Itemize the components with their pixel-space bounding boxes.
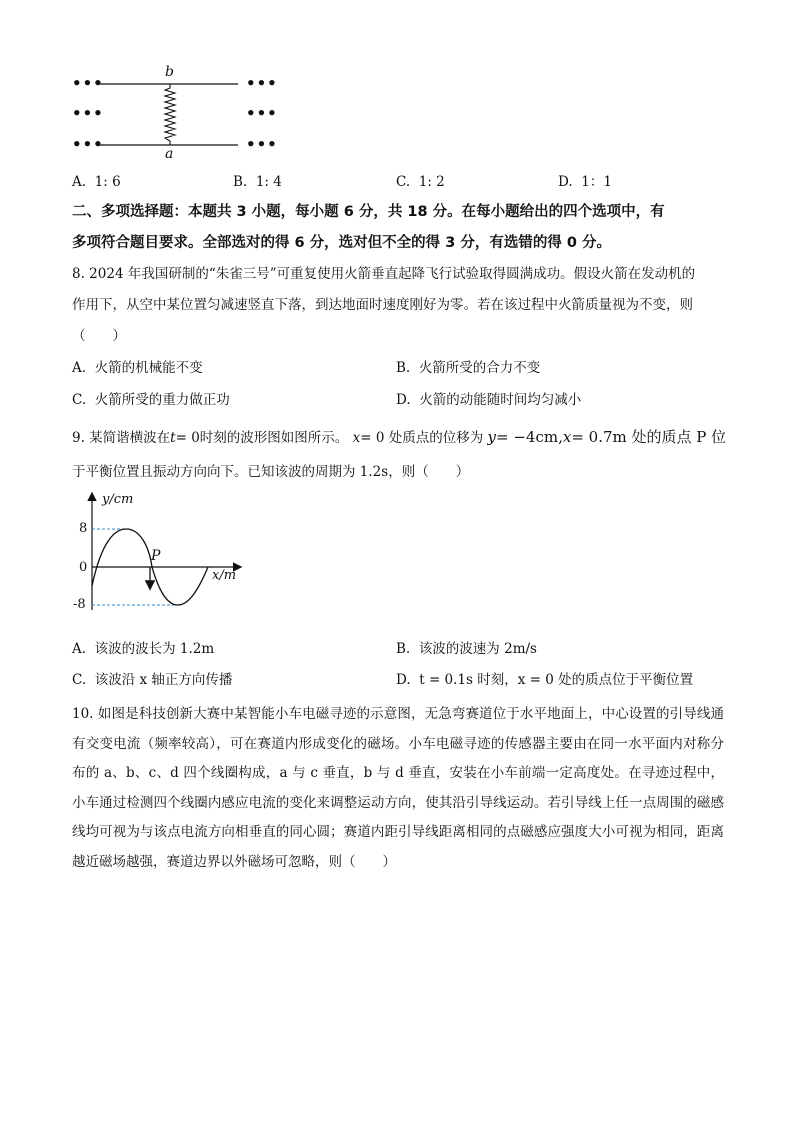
dots-left-1: ••• [72, 74, 104, 92]
q8-option-b[interactable] [396, 358, 540, 378]
q9-l1-part-d: = −4cm, [496, 428, 563, 446]
dots-right-3: ••• [246, 135, 278, 153]
option-label: B. [396, 360, 411, 376]
option-text: 1: 4 [255, 174, 282, 190]
q9-l1-part-e: = 0.7m 处的质点 P 位 [571, 428, 727, 446]
spring-coil [165, 84, 175, 145]
point-label-p: P [151, 548, 161, 564]
q7-option-a[interactable] [72, 172, 121, 192]
q9-l1-part-b: = 0时刻的波形图如图所示。 [175, 430, 349, 446]
tick-label-top: 8 [79, 521, 88, 536]
option-text: 该波的波速为 2m/s [418, 641, 537, 657]
section2-line1: 二、多项选择题：本题共 3 小题，每小题 6 分，共 18 分。在每小题给出的四个选项中，有 [72, 204, 665, 220]
var-x2: x [562, 428, 572, 446]
label-b: b [165, 64, 174, 80]
q9-option-c[interactable] [72, 670, 232, 690]
q8-line3: （ ） [72, 328, 126, 344]
option-text: 1：1 [581, 174, 612, 190]
option-label: C. [396, 174, 411, 190]
q8-option-a[interactable] [72, 358, 203, 378]
option-label: D. [558, 174, 573, 190]
option-label: B. [396, 641, 411, 657]
var-t: t [170, 430, 176, 446]
q10-text: 10. 如图是科技创新大赛中某智能小车电磁寻迹的示意图，无急弯赛道位于水平地面上，中心设置的引导线通有交变电流（频率较高），可在赛道内形成变化的磁场。小车电磁寻迹的传感器主要由在同一水平面内对称分布的 a、b、c、d 四个线圈构成，a 与 c 垂直，b 与 d 垂直，安装在小车前端一定高度处。在寻迹过程中，小车通过检测四个线圈内感应电流的变化来调整运动方向，使其沿引导线运动。若引导线上任一点周围的磁感线均可视为与该点电流方向相垂直的同心圆；赛道内距引导线距离相同的点磁感应强度大小可视为相同，距离越近磁场越强，赛道边界以外磁场可忽略，则（ ） [72, 706, 724, 870]
dots-left-3: ••• [72, 135, 104, 153]
dots-right-1: ••• [246, 74, 278, 92]
spring-figure [70, 60, 290, 165]
q9-option-d[interactable] [396, 670, 693, 690]
tick-label-zero: 0 [79, 560, 88, 575]
option-text: 火箭的机械能不变 [94, 360, 203, 376]
option-label: D. [396, 392, 411, 408]
option-text: 火箭的动能随时间均匀减小 [419, 392, 582, 408]
q8-line2: 作用下，从空中某位置匀减速竖直下落，到达地面时速度刚好为零。若在该过程中火箭质量视为不变，则 [72, 297, 693, 313]
option-label: A. [72, 174, 87, 190]
q9-l1-part-a: 9. 某简谐横波在 [72, 430, 171, 446]
option-text: t = 0.1s 时刻，x = 0 处的质点位于平衡位置 [419, 672, 694, 688]
option-text: 该波沿 x 轴正方向传播 [94, 672, 233, 688]
option-label: B. [233, 174, 248, 190]
option-label: A. [72, 641, 87, 657]
option-label: C. [72, 392, 87, 408]
dots-left-2: ••• [72, 104, 104, 122]
option-text: 该波的波长为 1.2m [94, 641, 215, 657]
var-x: x [352, 430, 361, 446]
dots-right-2: ••• [246, 104, 278, 122]
q9-line2: 于平衡位置且振动方向向下。已知该波的周期为 1.2s，则（ ） [72, 464, 470, 480]
tick-label-bottom: -8 [73, 597, 86, 612]
q8-line1: 8. 2024 年我国研制的“朱雀三号”可重复使用火箭垂直起降飞行试验取得圆满成功。假设火箭在发动机的 [72, 266, 696, 282]
option-label: D. [396, 672, 411, 688]
option-text: 1: 2 [418, 174, 445, 190]
option-text: 火箭所受的重力做正功 [94, 392, 230, 408]
x-axis-label: x/m [212, 568, 237, 583]
var-y: y [487, 428, 496, 446]
q9-l1-part-c: = 0 处质点的位移为 [360, 430, 484, 446]
q8-option-c[interactable] [72, 390, 230, 410]
section2-line2: 多项符合题目要求。全部选对的得 6 分，选对但不全的得 3 分，有选错的得 0 分。 [72, 235, 612, 251]
q9-line1 [72, 422, 726, 453]
q7-option-b[interactable] [233, 172, 282, 192]
wave-graph [70, 488, 250, 618]
q9-option-b[interactable] [396, 639, 537, 659]
label-a: a [165, 146, 174, 162]
option-text: 1: 6 [94, 174, 121, 190]
q9-option-a[interactable] [72, 639, 214, 659]
q7-option-d[interactable] [558, 172, 612, 192]
q7-option-c[interactable] [396, 172, 445, 192]
q8-option-d[interactable] [396, 390, 581, 410]
option-text: 火箭所受的合力不变 [418, 360, 541, 376]
option-label: A. [72, 360, 87, 376]
y-axis-label: y/cm [102, 492, 134, 507]
option-label: C. [72, 672, 87, 688]
